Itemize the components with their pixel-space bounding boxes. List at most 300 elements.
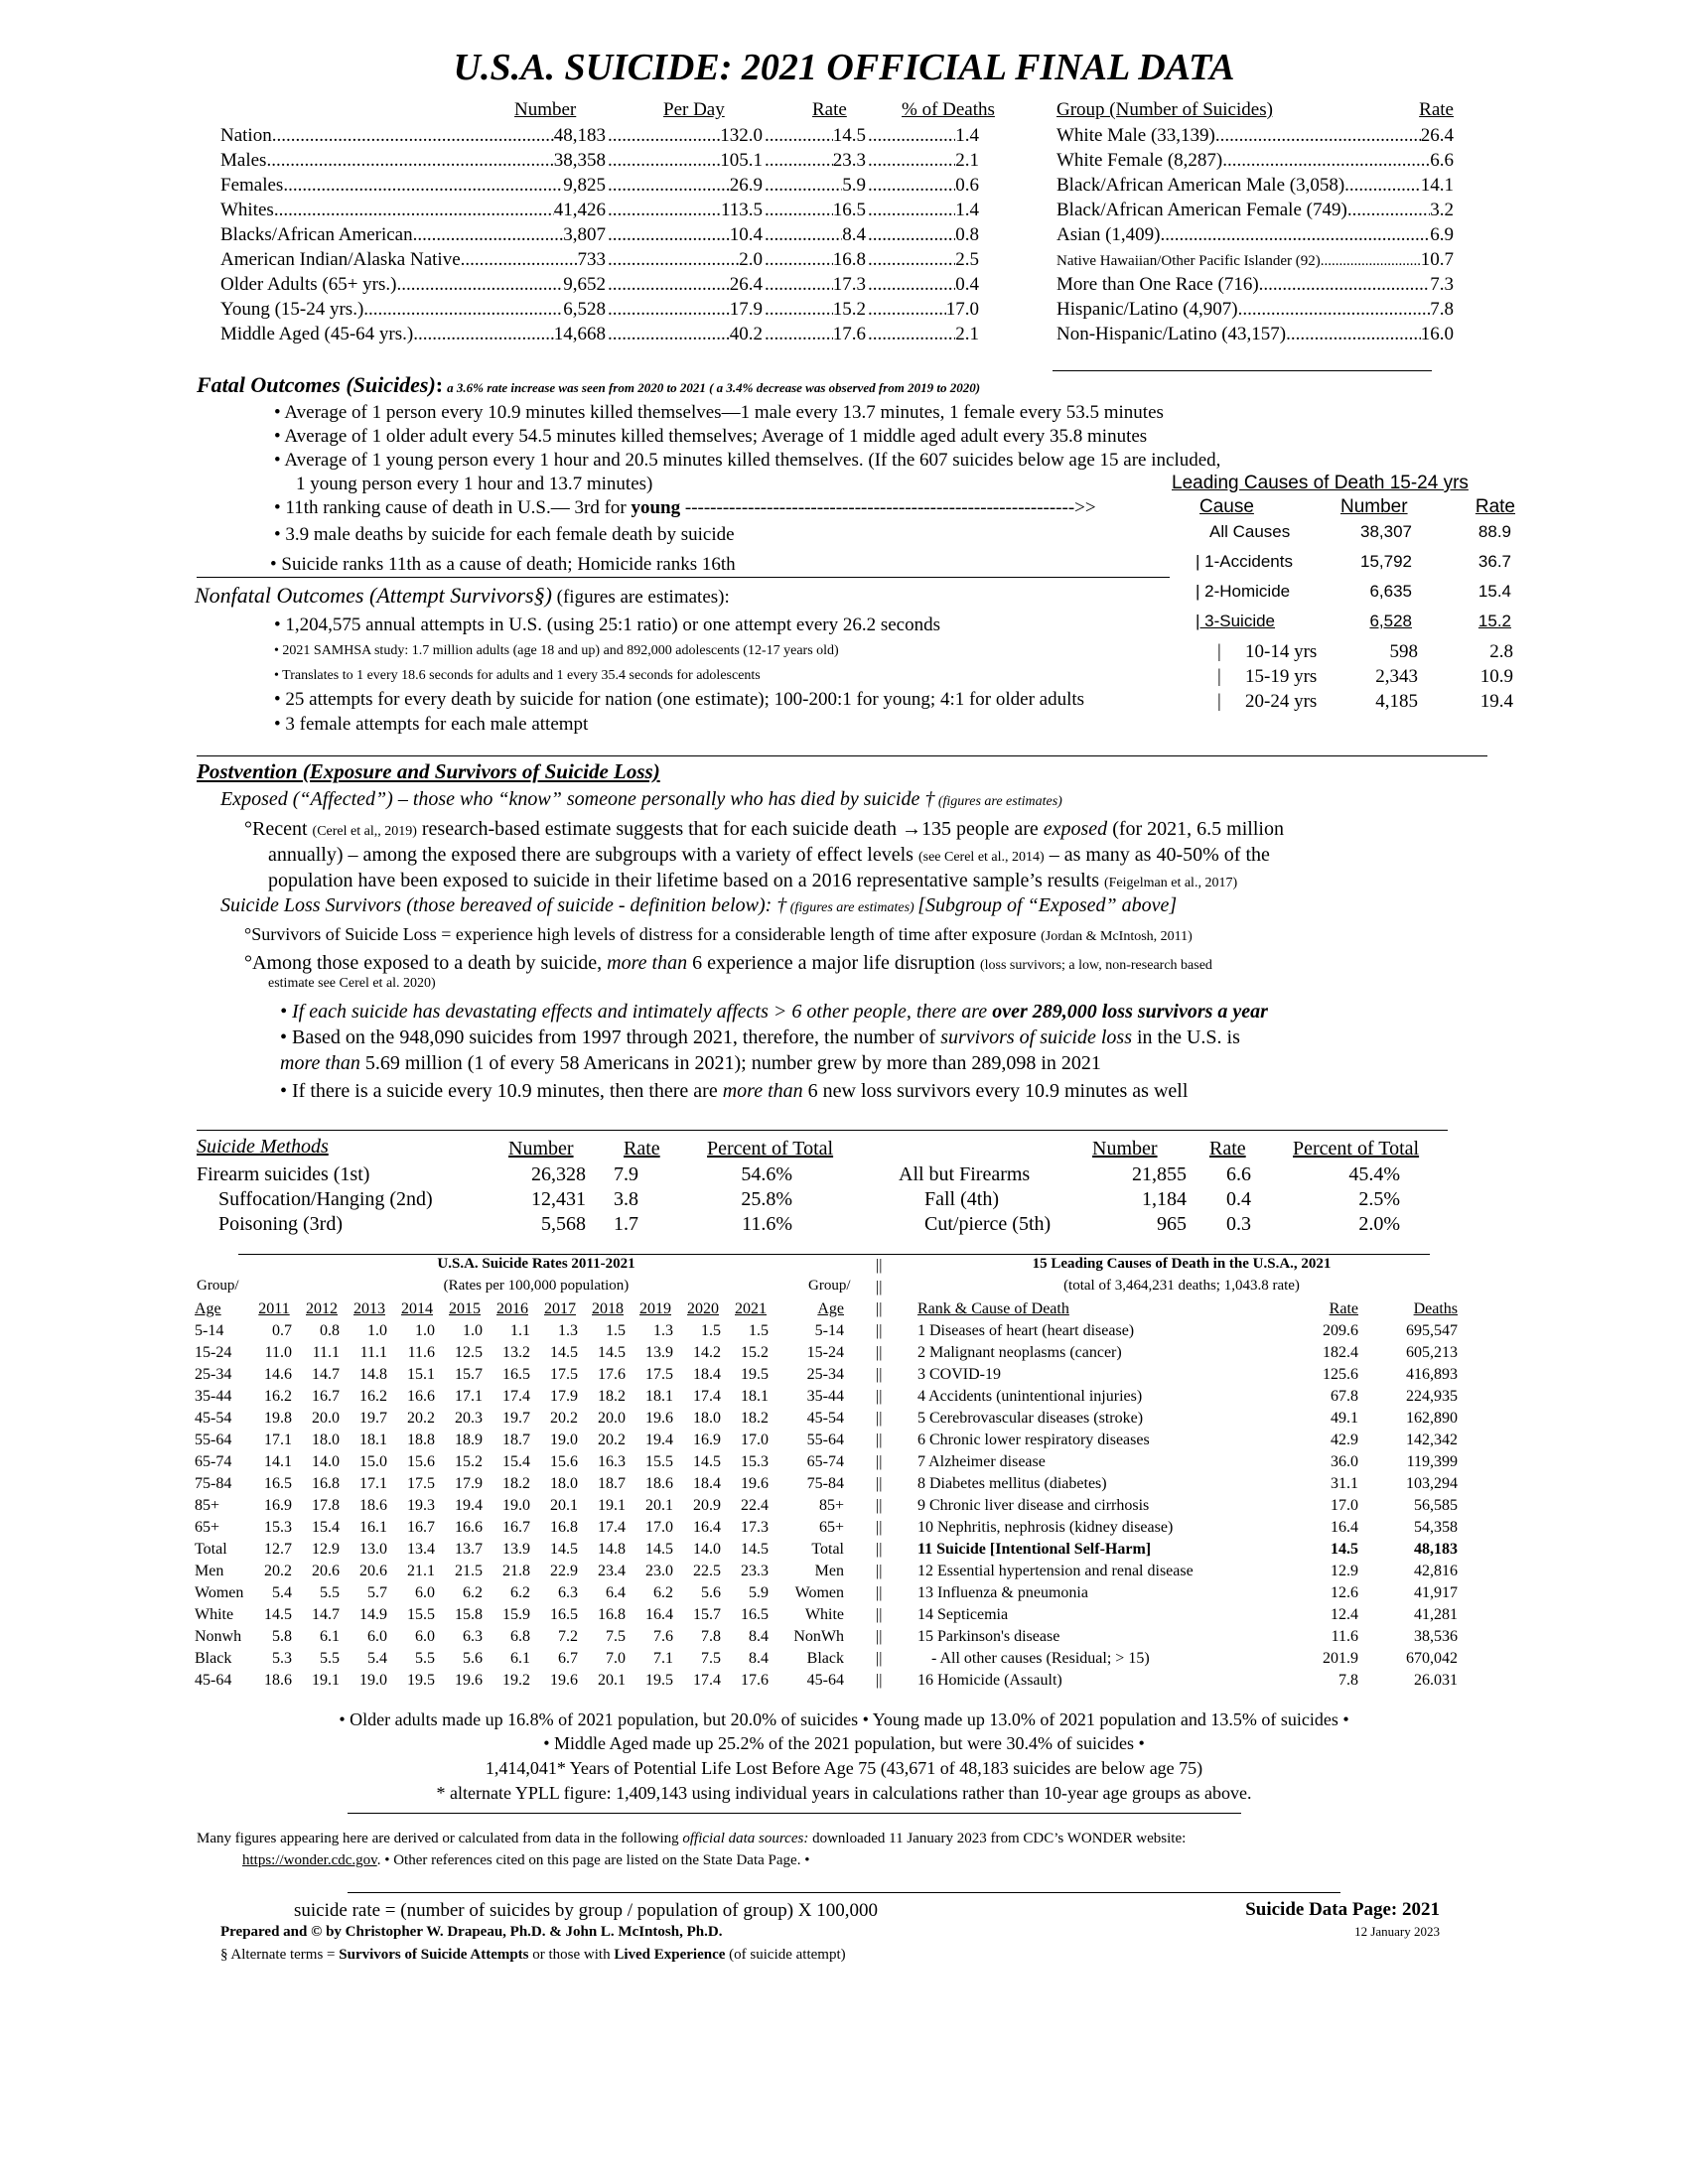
leading-deaths: 119,399 (1406, 1453, 1458, 1470)
rates-group-right: 45-64 (806, 1672, 844, 1689)
separator-bar: || (876, 1366, 883, 1383)
rates-value: 14.0 (693, 1541, 721, 1558)
rates-group-right: Black (806, 1650, 844, 1667)
rates-value: 14.5 (550, 1344, 578, 1361)
rates-group: White (195, 1606, 234, 1623)
rates-h-year: 2019 (639, 1300, 671, 1317)
sources-text: . • Other references cited on this page are listed on the State Data Page. • (376, 1852, 810, 1868)
young-cause-row (1196, 612, 1513, 641)
rates-row (195, 1320, 844, 1342)
rates-h-year: 2018 (592, 1300, 624, 1317)
rates-value: 18.7 (598, 1475, 626, 1492)
fatal-bullet-young: young (631, 497, 681, 518)
postvention-bullet (280, 1024, 1240, 1050)
rates-group: 5-14 (195, 1322, 224, 1339)
methods-h-rate: Rate (1209, 1138, 1246, 1160)
separator-bar: | (1217, 666, 1221, 687)
groups-header (1056, 98, 1454, 121)
rates-value: 8.4 (749, 1628, 769, 1645)
exposed-title: Exposed (“Affected”) – those who “know” someone personally who has died by suicide † (220, 788, 935, 810)
cdc-wonder-link[interactable]: https://wonder.cdc.gov (242, 1852, 377, 1868)
divider (197, 577, 1170, 578)
stats-perday: 26.4 (729, 274, 763, 295)
leading-deaths: 103,294 (1406, 1475, 1458, 1492)
leading-cause: 10 Nephritis, nephrosis (kidney disease) (917, 1519, 1174, 1536)
sources-line-2 (242, 1851, 809, 1870)
rates-value: 19.7 (359, 1410, 387, 1427)
young-causes-sublist (1217, 641, 1513, 716)
rates-row (195, 1408, 844, 1430)
loss-sub: [Subgroup of “Exposed” above] (917, 894, 1178, 916)
method-pct: 2.0% (1358, 1213, 1400, 1235)
leading-rate: 67.8 (1331, 1388, 1358, 1405)
alt-text: (of suicide attempt) (725, 1947, 846, 1963)
rates-row (195, 1561, 844, 1582)
group-rate: 10.7 (1420, 249, 1454, 270)
rates-value: 17.1 (264, 1432, 292, 1448)
rates-value: 16.4 (645, 1606, 673, 1623)
leading-deaths: 224,935 (1406, 1388, 1458, 1405)
group-label: Black/African American Male (3,058) (1056, 175, 1345, 196)
young-cause-row (1196, 582, 1513, 612)
fatal-heading-line (197, 372, 980, 398)
stats-number: 48,183 (553, 125, 606, 146)
rates-value: 18.0 (312, 1432, 340, 1448)
rates-value: 19.5 (645, 1672, 673, 1689)
method-pct: 45.4% (1348, 1163, 1400, 1185)
method-number: 1,184 (1142, 1188, 1187, 1210)
leading-row (914, 1342, 1458, 1364)
separator-bar: | (1217, 691, 1221, 712)
young-causes-h-number: Number (1340, 496, 1408, 517)
rates-group: 25-34 (195, 1366, 232, 1383)
group-label: Native Hawaiian/Other Pacific Islander (92) (1056, 253, 1321, 269)
rates-row (195, 1539, 844, 1561)
rates-value: 21.5 (455, 1563, 483, 1579)
stats-number: 9,652 (563, 274, 606, 295)
stats-pct: 0.6 (955, 175, 979, 196)
stats-pct: 1.4 (955, 200, 979, 220)
leading-deaths: 41,281 (1414, 1606, 1458, 1623)
rates-value: 18.9 (455, 1432, 483, 1448)
rates-value: 5.9 (749, 1584, 769, 1601)
leading-row (914, 1320, 1458, 1342)
group-label: Asian (1,409) (1056, 224, 1161, 245)
stats-label: Whites (220, 200, 274, 220)
separator-bar: || (876, 1322, 883, 1339)
rates-value: 15.6 (407, 1453, 435, 1470)
group-row (1056, 149, 1454, 174)
rates-row (195, 1495, 844, 1517)
group-label: White Female (8,287) (1056, 150, 1223, 171)
leading-rate: 42.9 (1331, 1432, 1358, 1448)
stats-perday: 132.0 (720, 125, 763, 146)
groups-header-label: Group (Number of Suicides) (1056, 99, 1273, 120)
stats-rate: 5.9 (842, 175, 866, 196)
leading-rate: 17.0 (1331, 1497, 1358, 1514)
stats-pct: 0.4 (955, 274, 979, 295)
separator-bar: || (876, 1606, 883, 1623)
leading-row (914, 1495, 1458, 1517)
rates-value: 12.9 (312, 1541, 340, 1558)
summary-line: • Middle Aged made up 25.2% of the 2021 population, but were 30.4% of suicides • (543, 1733, 1145, 1753)
divider (238, 1254, 1430, 1255)
sources-text: Many figures appearing here are derived or calculated from data in the following (197, 1831, 683, 1846)
rates-value: 18.1 (645, 1388, 673, 1405)
para-strong: over 289,000 loss survivors a year (992, 1001, 1268, 1023)
stats-perday: 113.5 (720, 200, 763, 220)
rates-h-age: Age (817, 1300, 844, 1317)
fatal-bullet: • Average of 1 older adult every 54.5 minutes killed themselves; Average of 1 middle aged adult every 35.8 minutes (274, 426, 1148, 447)
rates-value: 17.8 (312, 1497, 340, 1514)
para-text: °Survivors of Suicide Loss = experience high levels of distress for a considerable length of time after exposure (244, 924, 1042, 944)
rates-value: 5.5 (320, 1650, 340, 1667)
postvention-heading: Postvention (Exposure and Survivors of Suicide Loss) (197, 759, 660, 783)
rates-group-right: Total (811, 1541, 844, 1558)
method-label: Fall (4th) (924, 1188, 999, 1210)
leading-deaths: 416,893 (1406, 1366, 1458, 1383)
stats-row (220, 174, 985, 199)
rates-group: 65+ (195, 1519, 220, 1536)
rates-value: 15.3 (741, 1453, 769, 1470)
para-text: (for 2021, 6.5 million (1107, 818, 1284, 840)
rates-value: 18.2 (741, 1410, 769, 1427)
method-rate: 0.4 (1226, 1188, 1251, 1210)
rates-value: 16.9 (693, 1432, 721, 1448)
separator-bar: || (876, 1453, 883, 1470)
rates-row (195, 1430, 844, 1451)
leading-cause: 2 Malignant neoplasms (cancer) (917, 1344, 1122, 1361)
prepared-by: Prepared and © by Christopher W. Drapeau, Ph.D. & John L. McIntosh, Ph.D. (220, 1924, 723, 1940)
rates-value: 23.0 (645, 1563, 673, 1579)
leading-row (914, 1386, 1458, 1408)
group-row (1056, 199, 1454, 223)
leading-row (914, 1517, 1458, 1539)
stats-rate: 23.3 (832, 150, 866, 171)
leading-row (914, 1539, 1458, 1561)
method-label: Poisoning (3rd) (218, 1213, 343, 1235)
rates-value: 16.5 (741, 1606, 769, 1623)
exposed-note: (figures are estimates) (934, 794, 1062, 809)
methods-h-pct: Percent of Total (1293, 1138, 1420, 1160)
rates-row (195, 1626, 844, 1648)
group-row (1056, 323, 1454, 347)
methods-h-number: Number (1092, 1138, 1158, 1160)
para-text: 6 experience a major life disruption (687, 952, 980, 974)
fatal-bullet (274, 496, 1096, 519)
para-text: 135 people are (921, 818, 1044, 840)
leading-deaths: 605,213 (1406, 1344, 1458, 1361)
method-number: 26,328 (531, 1163, 586, 1185)
rates-group: 45-64 (195, 1672, 232, 1689)
rates-row (195, 1604, 844, 1626)
leading-row (914, 1670, 1458, 1692)
postvention-bullet (280, 1050, 1101, 1076)
rates-value: 7.1 (653, 1650, 673, 1667)
rates-h-year: 2017 (544, 1300, 576, 1317)
methods-h-pct: Percent of Total (707, 1138, 834, 1160)
rates-h-year: 2011 (258, 1300, 290, 1317)
para-emphasis: • If each suicide has devastating effects and intimately affects > 6 other people, there are (280, 1001, 993, 1023)
rates-value: 19.6 (645, 1410, 673, 1427)
young-causes-title: Leading Causes of Death 15-24 yrs (1172, 473, 1469, 493)
method-rate: 7.9 (614, 1163, 638, 1185)
stats-pct: 2.5 (955, 249, 979, 270)
groups-list (1056, 124, 1454, 347)
rates-value: 17.6 (741, 1672, 769, 1689)
leading-rate: 201.9 (1323, 1650, 1358, 1667)
nonfatal-bullet: • 25 attempts for every death by suicide for nation (one estimate); 100-200:1 for young; 4:1 for older adults (274, 689, 1085, 710)
para-text: research-based estimate suggests that for each suicide death (416, 818, 903, 840)
para-text: in the U.S. is (1131, 1026, 1240, 1048)
rates-group-label: Group/ (197, 1278, 239, 1294)
fatal-bullet-cont: 1 young person every 1 hour and 13.7 minutes) (296, 474, 653, 494)
young-sub-row (1217, 691, 1513, 716)
nonfatal-bullet: • Translates to 1 every 18.6 seconds for adults and 1 every 35.4 seconds for adolescents (274, 668, 761, 683)
young-sub-number: 598 (1389, 641, 1418, 662)
rates-value: 22.9 (550, 1563, 578, 1579)
rates-h-age: Age (195, 1300, 221, 1317)
groups-header-rate: Rate (1419, 99, 1454, 120)
table-separator (876, 1255, 888, 1702)
para-text: °Among those exposed to a death by suicide, (244, 952, 608, 974)
method-number: 965 (1157, 1213, 1187, 1235)
rates-row (195, 1517, 844, 1539)
rates-value: 6.0 (367, 1628, 387, 1645)
rates-value: 15.7 (455, 1366, 483, 1383)
leading-h-rate: Rate (1329, 1300, 1358, 1317)
stats-perday: 40.2 (729, 324, 763, 344)
rates-value: 6.0 (415, 1584, 435, 1601)
citation: (Jordan & McIntosh, 2011) (1041, 929, 1193, 944)
rates-value: 16.2 (264, 1388, 292, 1405)
leading-rate: 14.5 (1331, 1541, 1358, 1558)
rates-group: Women (195, 1584, 244, 1601)
rates-value: 15.6 (550, 1453, 578, 1470)
leading-row (914, 1648, 1458, 1670)
rates-value: 6.0 (415, 1628, 435, 1645)
rates-value: 16.2 (359, 1388, 387, 1405)
rates-value: 6.2 (653, 1584, 673, 1601)
rates-value: 18.2 (502, 1475, 530, 1492)
group-rate: 6.6 (1430, 150, 1454, 171)
fatal-heading: Fatal Outcomes (Suicides) (197, 372, 436, 397)
group-label: More than One Race (716) (1056, 274, 1259, 295)
fatal-note: a 3.6% rate increase was seen from 2020 to 2021 ( a 3.4% decrease was observed from 2019 to 2020) (447, 380, 981, 395)
rates-value: 22.4 (741, 1497, 769, 1514)
stats-rate: 17.6 (832, 324, 866, 344)
nonfatal-heading-line (195, 583, 730, 609)
rates-value: 17.9 (550, 1388, 578, 1405)
nonfatal-bullet: • 3 female attempts for each male attempt (274, 714, 589, 735)
stats-row (220, 149, 985, 174)
rates-group: 15-24 (195, 1344, 232, 1361)
rates-group: 35-44 (195, 1388, 232, 1405)
leading-row (914, 1408, 1458, 1430)
nonfatal-sub: (figures are estimates): (551, 587, 730, 608)
leading-h-rank: Rank & Cause of Death (917, 1300, 1069, 1317)
nonfatal-bullet: • 1,204,575 annual attempts in U.S. (using 25:1 ratio) or one attempt every 26.2 seconds (274, 614, 941, 635)
stats-label: Blacks/African American (220, 224, 413, 245)
stats-perday: 105.1 (720, 150, 763, 171)
rates-value: 7.0 (606, 1650, 626, 1667)
methods-right-list (899, 1161, 1455, 1236)
citation: (see Cerel et al., 2014) (917, 850, 1045, 865)
rates-value: 5.7 (367, 1584, 387, 1601)
rates-value: 20.1 (645, 1497, 673, 1514)
leading-causes-table (914, 1298, 1458, 1692)
leading-cause: 15 Parkinson's disease (917, 1628, 1060, 1645)
group-rate: 3.2 (1430, 200, 1454, 220)
method-label: Cut/pierce (5th) (924, 1213, 1052, 1235)
stats-number: 6,528 (563, 299, 606, 320)
rates-value: 16.5 (502, 1366, 530, 1383)
leading-cause: 6 Chronic lower respiratory diseases (917, 1432, 1150, 1448)
separator-bar: || (876, 1541, 883, 1558)
postvention-para (244, 816, 1284, 845)
fatal-bullet-arrow: -------------------------------------------------------------->> (680, 497, 1096, 518)
rates-value: 11.6 (407, 1344, 435, 1361)
stats-label: American Indian/Alaska Native (220, 249, 461, 270)
fatal-bullet: • Average of 1 young person every 1 hour and 20.5 minutes killed themselves. (If the 607 suicides below age 15 are included, (274, 450, 1221, 471)
rates-group: 75-84 (195, 1475, 232, 1492)
rates-value: 13.9 (645, 1344, 673, 1361)
stats-header-pct: % of Deaths (902, 99, 995, 120)
rates-value: 5.6 (463, 1650, 483, 1667)
rates-group-right: 55-64 (806, 1432, 844, 1448)
sources-line (197, 1830, 1186, 1848)
rates-group: Men (195, 1563, 224, 1579)
methods-left-list (197, 1161, 832, 1236)
stats-pct: 0.8 (955, 224, 979, 245)
method-pct: 25.8% (741, 1188, 792, 1210)
rates-h-year: 2020 (687, 1300, 719, 1317)
young-cause: All Causes (1209, 522, 1291, 541)
stats-perday: 2.0 (739, 249, 763, 270)
stats-rate: 15.2 (832, 299, 866, 320)
rates-h-year: 2015 (449, 1300, 481, 1317)
group-rate: 26.4 (1420, 125, 1454, 146)
rates-value: 16.5 (550, 1606, 578, 1623)
rates-value: 17.6 (598, 1366, 626, 1383)
method-pct: 2.5% (1358, 1188, 1400, 1210)
rates-value: 14.7 (312, 1366, 340, 1383)
rates-value: 17.1 (455, 1388, 483, 1405)
sources-emphasis: official data sources: (682, 1831, 809, 1846)
rates-title: U.S.A. Suicide Rates 2011-2021 (437, 1256, 635, 1272)
rates-value: 18.8 (407, 1432, 435, 1448)
rates-value: 14.5 (264, 1606, 292, 1623)
rates-value: 17.1 (359, 1475, 387, 1492)
leading-row (914, 1451, 1458, 1473)
leading-rate: 12.9 (1331, 1563, 1358, 1579)
rates-value: 17.4 (693, 1672, 721, 1689)
leading-cause: 11 Suicide [Intentional Self-Harm] (917, 1541, 1152, 1558)
rates-value: 17.0 (741, 1432, 769, 1448)
rates-value: 20.0 (312, 1410, 340, 1427)
young-causes-list (1196, 522, 1513, 641)
rates-group: 55-64 (195, 1432, 232, 1448)
leading-rate: 31.1 (1331, 1475, 1358, 1492)
young-sub-row (1217, 666, 1513, 691)
stats-label: Males (220, 150, 267, 171)
rates-value: 5.5 (320, 1584, 340, 1601)
rates-value: 16.7 (407, 1519, 435, 1536)
methods-h-number: Number (508, 1138, 574, 1160)
rates-value: 21.8 (502, 1563, 530, 1579)
rates-row (195, 1386, 844, 1408)
rates-row (195, 1582, 844, 1604)
rates-value: 1.5 (606, 1322, 626, 1339)
method-row (899, 1161, 1455, 1186)
leading-deaths: 670,042 (1406, 1650, 1458, 1667)
young-cause: | 3-Suicide (1196, 612, 1276, 630)
rates-value: 1.1 (510, 1322, 530, 1339)
para-emphasis: more than (722, 1080, 803, 1102)
young-causes-header (1199, 496, 1515, 518)
rates-value: 15.3 (264, 1519, 292, 1536)
young-number: 15,792 (1360, 552, 1412, 571)
rates-value: 17.5 (407, 1475, 435, 1492)
rates-value: 17.4 (693, 1388, 721, 1405)
rates-value: 18.7 (502, 1432, 530, 1448)
leading-deaths: 54,358 (1414, 1519, 1458, 1536)
divider (1053, 370, 1432, 371)
rates-value: 16.8 (550, 1519, 578, 1536)
alt-strong: Lived Experience (614, 1947, 726, 1963)
rates-value: 6.1 (510, 1650, 530, 1667)
para-text: annually) – among the exposed there are subgroups with a variety of effect levels (268, 844, 918, 866)
young-cause: | 2-Homicide (1196, 582, 1291, 601)
rates-value: 13.0 (359, 1541, 387, 1558)
group-row (1056, 174, 1454, 199)
leading-title: 15 Leading Causes of Death in the U.S.A., 2021 (1032, 1256, 1332, 1272)
young-rate: 88.9 (1477, 522, 1511, 541)
rates-value: 5.4 (272, 1584, 292, 1601)
rates-value: 19.1 (312, 1672, 340, 1689)
rates-value: 14.7 (312, 1606, 340, 1623)
group-label: Non-Hispanic/Latino (43,157) (1056, 324, 1287, 344)
leading-cause: 14 Septicemia (917, 1606, 1009, 1623)
stats-pct: 2.1 (955, 150, 979, 171)
young-sub-rate: 19.4 (1479, 691, 1513, 712)
stats-rate: 8.4 (842, 224, 866, 245)
rates-value: 19.1 (598, 1497, 626, 1514)
leading-cause: 1 Diseases of heart (heart disease) (917, 1322, 1135, 1339)
postvention-para (268, 868, 1237, 896)
rates-value: 18.4 (693, 1366, 721, 1383)
loss-note: (figures are estimates) (786, 900, 918, 915)
young-sub-age: 10-14 yrs (1245, 641, 1318, 662)
method-pct: 11.6% (742, 1213, 792, 1235)
stats-header-perday: Per Day (663, 99, 725, 120)
rates-value: 16.1 (359, 1519, 387, 1536)
date: 12 January 2023 (1354, 1924, 1440, 1939)
rates-value: 19.5 (741, 1366, 769, 1383)
postvention-bullet (280, 1078, 1188, 1104)
stats-rate: 14.5 (832, 125, 866, 146)
young-sub-age: 15-19 yrs (1245, 666, 1318, 687)
method-row (197, 1186, 832, 1211)
rates-group-right: 65+ (818, 1519, 844, 1536)
rates-value: 11.0 (264, 1344, 292, 1361)
rates-value: 19.2 (502, 1672, 530, 1689)
leading-deaths: 38,536 (1414, 1628, 1458, 1645)
para-emphasis: survivors of suicide loss (940, 1026, 1132, 1048)
rates-value: 5.4 (367, 1650, 387, 1667)
loss-title-line (220, 894, 1177, 917)
divider (348, 1892, 1340, 1893)
